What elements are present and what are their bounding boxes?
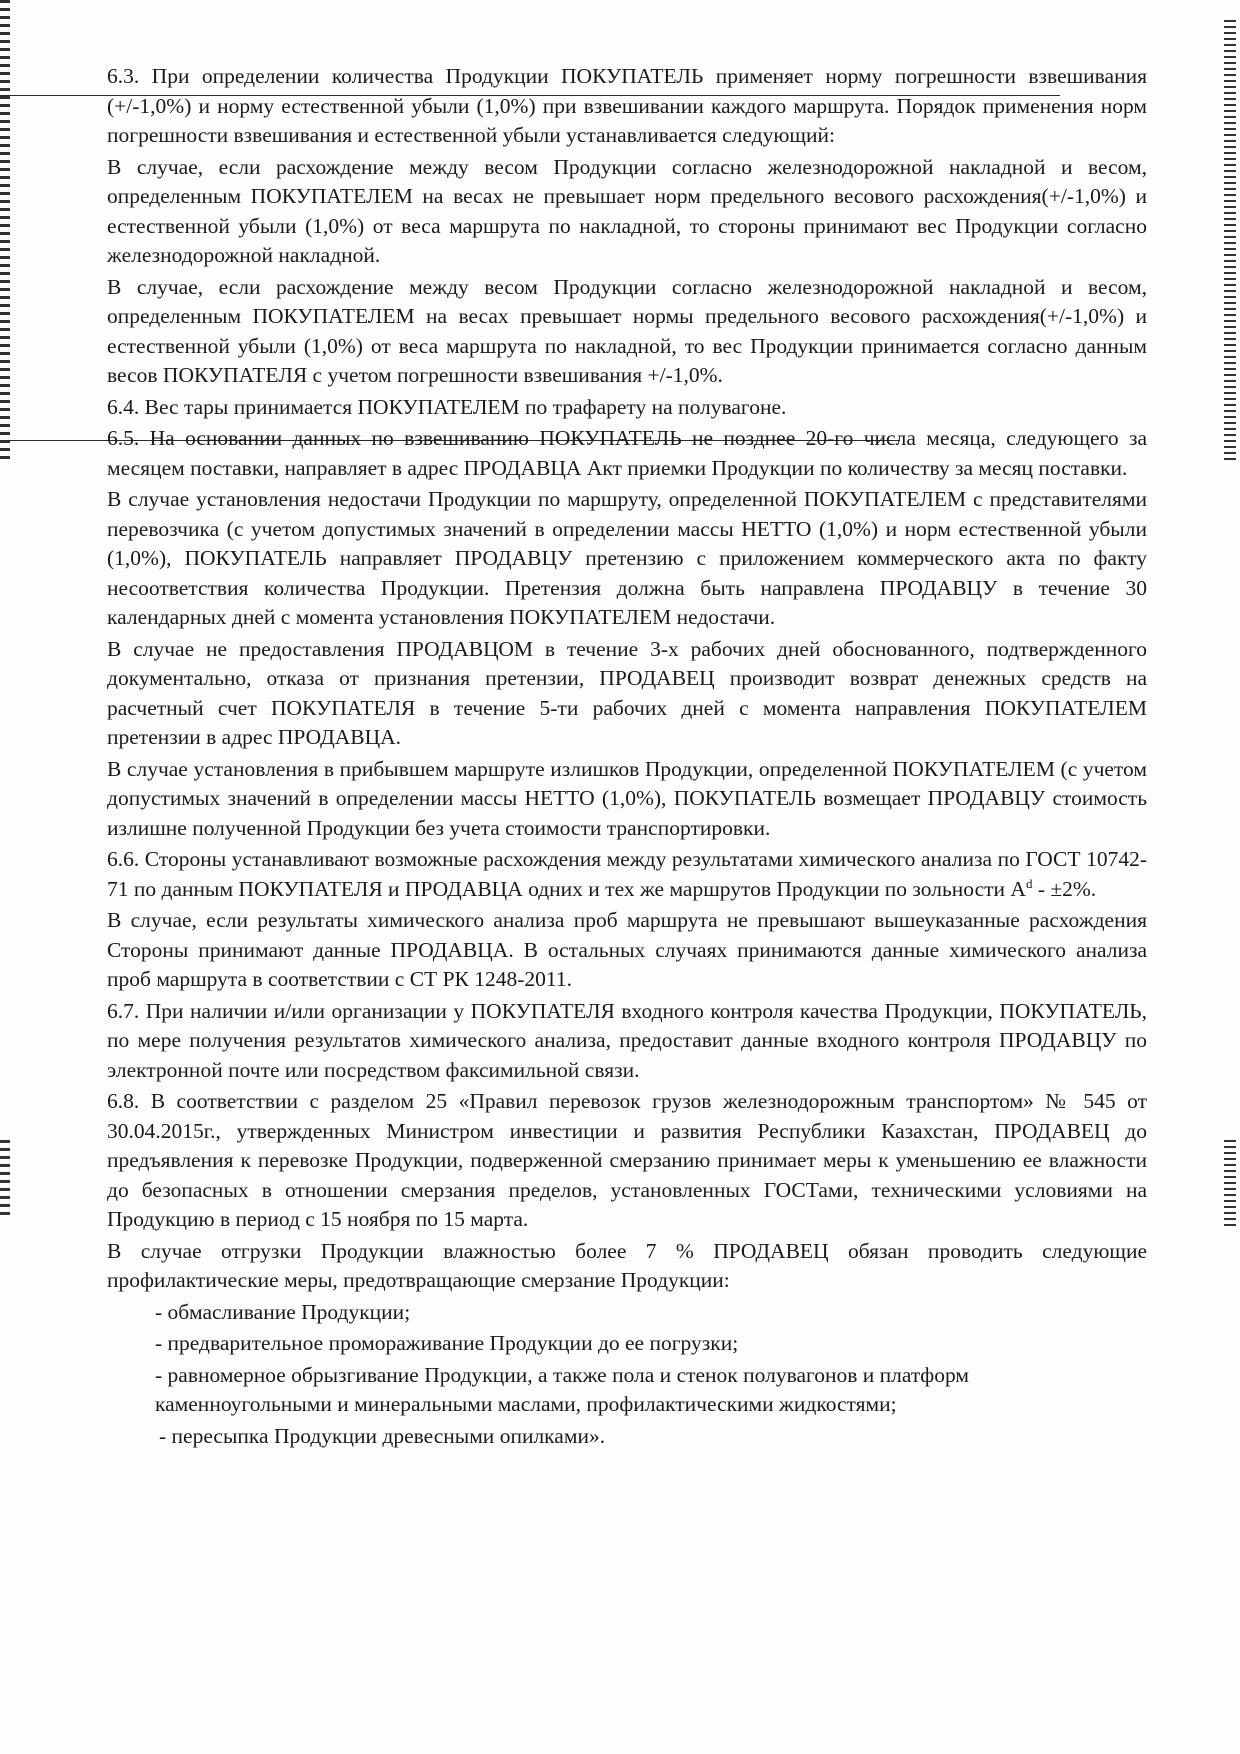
paragraph-6-7: 6.7. При наличии и/или организации у ПОКУПАТЕЛЯ входного контроля качества Продукции, ПОКУПАТЕЛЬ, по мере получения результатов химического анализа, предоставит данные входного контроля ПРОДАВЦУ по электронной почте или посредством факсимильной связи.: [107, 998, 1147, 1082]
list-item: - обмасливание Продукции;: [155, 1299, 411, 1324]
paragraph-6-6-text: 6.6. Стороны устанавливают возможные расхождения между результатами химического анализа по ГОСТ 10742-71 по данным ПОКУПАТЕЛЯ и ПРОДАВЦА одних и тех же маршрутов Продукции по зольности A: [107, 847, 1147, 901]
left-edge-marks-lower: [0, 1140, 10, 1220]
paragraph-6-4: 6.4. Вес тары принимается ПОКУПАТЕЛЕМ по трафарету на полувагоне.: [107, 394, 787, 419]
paragraph: В случае установления недостачи Продукции по маршруту, определенной ПОКУПАТЕЛЕМ с представителями перевозчика (с учетом допустимых значений в определении массы НЕТТО (1,0%) и норм естественной убыли (1,0%), ПОКУПАТЕЛЬ направляет ПРОДАВЦУ претензию с приложением коммерческого акта по факту несоответствия количества Продукции. Претензия должна быть направлена ПРОДАВЦУ в течение 30 календарных дней с момента установления ПОКУПАТЕЛЕМ недостачи.: [107, 487, 1147, 629]
list-item: - предварительное промораживание Продукции до ее погрузки;: [155, 1331, 739, 1355]
paragraph: В случае, если расхождение между весом Продукции согласно железнодорожной накладной и весом, определенным ПОКУПАТЕЛЕМ на весах не превышает норм предельного весового расхождения(+/-1,0%) и естественной убыли (1,0%) от веса маршрута по накладной, то стороны принимают вес Продукции согласно железнодорожной накладной.: [107, 154, 1147, 267]
paragraph: В случае, если результаты химического анализа проб маршрута не превышают вышеуказанные расхождения Стороны принимают данные ПРОДАВЦА. В остальных случаях принимаются данные химического анализа проб маршрута в соответствии с СТ РК 1248-2011.: [107, 908, 1147, 991]
list-item: - равномерное обрызгивание Продукции, а также пола и стенок полувагонов и платформ каменноугольными и минеральными маслами, профилактическими жидкостями;: [155, 1362, 970, 1416]
left-edge-marks: [0, 0, 10, 460]
paragraph-6-6: [107, 845, 1147, 904]
paragraph-6-8: 6.8. В соответствии с разделом 25 «Правил перевозок грузов железнодорожным транспортом» № 545 от 30.04.2015г., утвержденных Министром инвестиции и развития Республики Казахстан, ПРОДАВЕЦ до предъявления к перевозке Продукции, подверженной смерзанию принимает меры к уменьшению ее влажности до безопасных в отношении смерзания пределов, установленных ГОСТами, техническими условиями на Продукцию в период с 15 ноября по 15 марта.: [107, 1089, 1147, 1231]
paragraph-6-6-tail: - ±2%.: [1032, 876, 1097, 901]
ash-superscript: d: [1025, 875, 1033, 891]
right-edge-marks: [1224, 20, 1236, 460]
paragraph-6-5: 6.5. На основании данных по взвешиванию ПОКУПАТЕЛЬ не позднее 20-го числа месяца, следующего за месяцем поставки, направляет в адрес ПРОДАВЦА Акт приемки Продукции по количеству за месяц поставки.: [107, 426, 1147, 480]
paragraph-6-3: 6.3. При определении количества Продукции ПОКУПАТЕЛЬ применяет норму погрешности взвешивания (+/-1,0%) и норму естественной убыли (1,0%) при взвешивании каждого маршрута. Порядок применения норм погрешности взвешивания и естественной убыли устанавливается следующий:: [107, 64, 1147, 147]
paragraph: В случае установления в прибывшем маршруте излишков Продукции, определенной ПОКУПАТЕЛЕМ (с учетом допустимых значений в определении массы НЕТТО (1,0%), ПОКУПАТЕЛЬ возмещает ПРОДАВЦУ стоимость излишне полученной Продукции без учета стоимости транспортировки.: [107, 756, 1147, 840]
contract-text: [107, 62, 1147, 1453]
right-edge-marks-lower: [1224, 1140, 1236, 1230]
paragraph: В случае, если расхождение между весом Продукции согласно железнодорожной накладной и весом, определенным ПОКУПАТЕЛЕМ на весах превышает нормы предельного весового расхождения(+/-1,0%) и естественной убыли (1,0%) от веса маршрута по накладной, то вес Продукции принимается согласно данным весов ПОКУПАТЕЛЯ с учетом погрешности взвешивания +/-1,0%.: [107, 274, 1147, 387]
list-item: - пересыпка Продукции древесными опилками».: [159, 1423, 606, 1448]
paragraph: В случае отгрузки Продукции влажностью более 7 % ПРОДАВЕЦ обязан проводить следующие профилактические меры, предотвращающие смерзание Продукции:: [107, 1238, 1147, 1292]
paragraph: В случае не предоставления ПРОДАВЦОМ в течение 3-х рабочих дней обоснованного, подтвержденного документально, отказа от признания претензии, ПРОДАВЕЦ производит возврат денежных средств на расчетный счет ПОКУПАТЕЛЯ в течение 5-ти рабочих дней с момента направления ПОКУПАТЕЛЕМ претензии в адрес ПРОДАВЦА.: [107, 636, 1147, 749]
